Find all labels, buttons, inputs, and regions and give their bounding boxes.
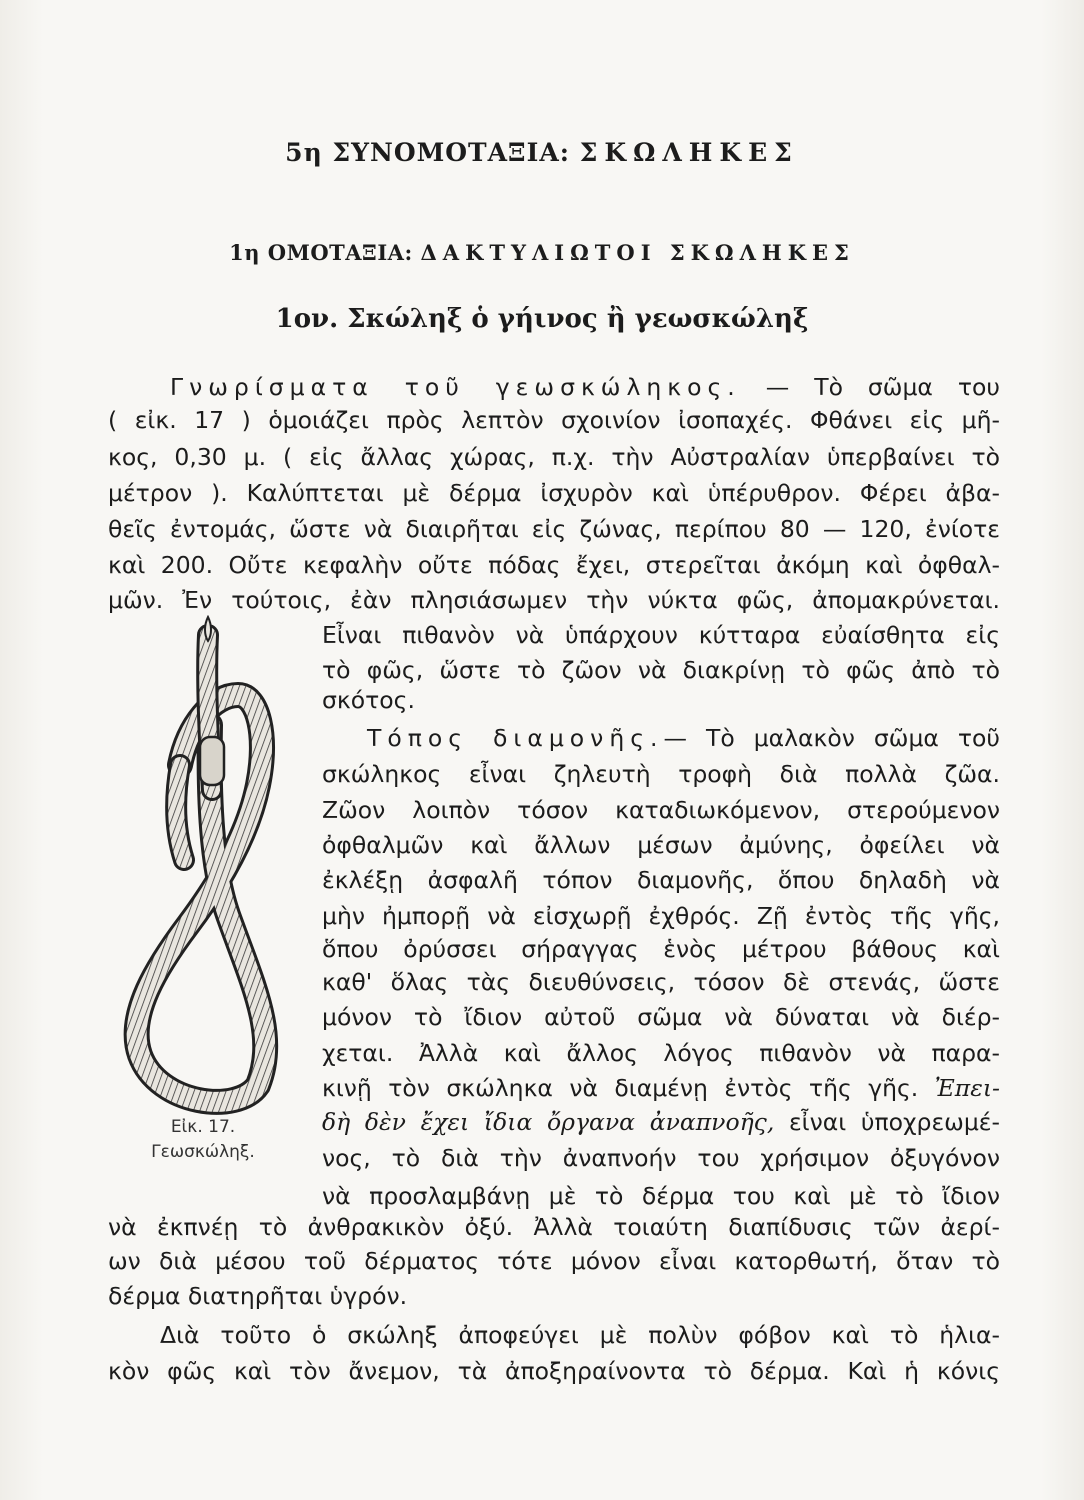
earthworm-illustration: [118, 615, 308, 1115]
paragraph-line: Ζῶον λοιπὸν τόσον καταδιωκόμενον, στερούμενον: [322, 796, 1000, 824]
paragraph-line: νος, τὸ διὰ τὴν ἀναπνοήν του χρήσιμον ὀξυγόνον: [322, 1144, 1000, 1172]
class-prefix: 1η ΟΜΟΤΑΞΙΑ:: [229, 240, 413, 265]
paragraph-line: δέρμα διατηρῆται ὑγρόν.: [108, 1282, 408, 1310]
paragraph-line: μῶν. Ἐν τούτοις, ἐὰν πλησιάσωμεν τὴν νύκτα φῶς, ἀπομακρύνεται.: [108, 586, 1000, 614]
paragraph-line: κὸν φῶς καὶ τὸν ἄνεμον, τὰ ἀποξηραίνοντα τὸ δέρμα. Καὶ ἡ κόνις: [108, 1357, 1000, 1385]
class-name: ΔΑΚΤΥΛΙΩΤΟΙ ΣΚΩΛΗΚΕΣ: [420, 240, 855, 265]
text-span: — Τὸ σῶμα του: [765, 373, 1001, 401]
worm-tail-rings: [176, 765, 184, 860]
paragraph-line: σκώληκος εἶναι ζηλευτὴ τροφὴ διὰ πολλὰ ζῶα.: [322, 760, 1000, 788]
paragraph-line: ὅπου ὀρύσσει σήραγγας ἑνὸς μέτρου βάθους καὶ: [322, 935, 1000, 963]
paragraph-line: ων διὰ μέσου τοῦ δέρματος τότε μόνον εἶναι κατορθωτή, ὅταν τὸ: [108, 1247, 1000, 1275]
paragraph-line: καθ' ὅλας τὰς διευθύνσεις, τόσον δὲ στενάς, ὥστε: [322, 968, 1000, 996]
worm-clitellum: [200, 737, 224, 785]
paragraph-line: [322, 1107, 1000, 1137]
figure-caption: Γεωσκώληξ.: [151, 1142, 255, 1162]
text-span: εἶναι ὑποχρεωμέ-: [788, 1108, 1000, 1136]
paragraph-line: [170, 372, 1000, 402]
paragraph-line: θεῖς ἐντομάς, ὥστε νὰ διαιρῆται εἰς ζώνας, περίπου 80 — 120, ἐνίοτε: [108, 515, 1000, 543]
phylum-heading: [0, 138, 1084, 167]
species-heading: 1ον. Σκώληξ ὁ γήινος ἢ γεωσκώληξ: [275, 304, 809, 334]
paragraph-line: Διὰ τοῦτο ὁ σκώληξ ἀποφεύγει μὲ πολὺν φόβον καὶ τὸ ἡλια-: [160, 1321, 1000, 1349]
phylum-name: ΣΚΩΛΗΚΕΣ: [579, 138, 799, 167]
paragraph-line: μὴν ἠμπορῇ νὰ εἰσχωρῇ ἐχθρός. Ζῇ ἐντὸς τῆς γῆς,: [322, 902, 1000, 930]
paragraph-line: σκότος.: [322, 686, 415, 714]
paragraph-line: ὀφθαλμῶν καὶ ἄλλων μέσων ἀμύνης, ὀφείλει νὰ: [322, 831, 1000, 859]
paragraph-line: Εἶναι πιθανὸν νὰ ὑπάρχουν κύτταρα εὐαίσθητα εἰς: [322, 621, 1000, 649]
paragraph-line: τὸ φῶς, ὥστε τὸ ζῶον νὰ διακρίνῃ τὸ φῶς ἀπὸ τὸ: [322, 656, 1000, 684]
paragraph-line: χεται. Ἀλλὰ καὶ ἄλλος λόγος πιθανὸν νὰ παρα-: [322, 1039, 1000, 1067]
italic-phrase: δὴ δὲν ἔχει ἴδια ὄργανα ἀναπνοῆς,: [322, 1108, 775, 1136]
paragraph-line: ( εἰκ. 17 ) ὁμοιάζει πρὸς λεπτὸν σχοινίον ἰσοπαχές. Φθάνει εἰς μῆ-: [108, 406, 1000, 434]
italic-phrase: Ἐπει-: [934, 1074, 1000, 1102]
text-span: κινῇ τὸν σκώληκα νὰ διαμένῃ ἐντὸς τῆς γῆς.: [322, 1074, 919, 1102]
worm-head-tip: [205, 617, 211, 641]
paragraph-line: μέτρον ). Καλύπτεται μὲ δέρμα ἰσχυρὸν καὶ ὑπέρυθρον. Φέρει ἀβα-: [108, 479, 1000, 507]
paragraph-line: καὶ 200. Οὔτε κεφαλὴν οὔτε πόδας ἔχει, στερεῖται ἀκόμη καὶ ὀφθαλ-: [108, 551, 1000, 579]
paragraph-line: [322, 1073, 1000, 1103]
paragraph-line: κος, 0,30 μ. ( εἰς ἄλλας χώρας, π.χ. τὴν Αὐστραλίαν ὑπερβαίνει τὸ: [108, 443, 1000, 471]
paragraph-line: νὰ προσλαμβάνῃ μὲ τὸ δέρμα του καὶ μὲ τὸ ἴδιον: [322, 1182, 1000, 1210]
paragraph-line: [367, 723, 1000, 753]
text-span: — Τὸ μαλακὸν σῶμα τοῦ: [663, 724, 1000, 752]
section-heading-habitat: Τόπος διαμονῆς.: [367, 724, 664, 752]
figure-label: Εἰκ. 17.: [170, 1117, 236, 1137]
paragraph-line: μόνον τὸ ἴδιον αὐτοῦ σῶμα νὰ δύναται νὰ διέρ-: [322, 1003, 1000, 1031]
paragraph-line: νὰ ἐκπνέῃ τὸ ἀνθρακικὸν ὀξύ. Ἀλλὰ τοιαύτη διαπίδυσις τῶν ἀερί-: [108, 1213, 1000, 1241]
section-heading-features: Γνωρίσματα τοῦ γεωσκώληκος.: [170, 373, 741, 401]
paragraph-line: ἐκλέξῃ ἀσφαλῆ τόπον διαμονῆς, ὅπου δηλαδὴ νὰ: [322, 866, 1000, 894]
class-heading: [0, 240, 1084, 265]
phylum-prefix: 5η ΣΥΝΟΜΟΤΑΞΙΑ:: [285, 138, 570, 167]
